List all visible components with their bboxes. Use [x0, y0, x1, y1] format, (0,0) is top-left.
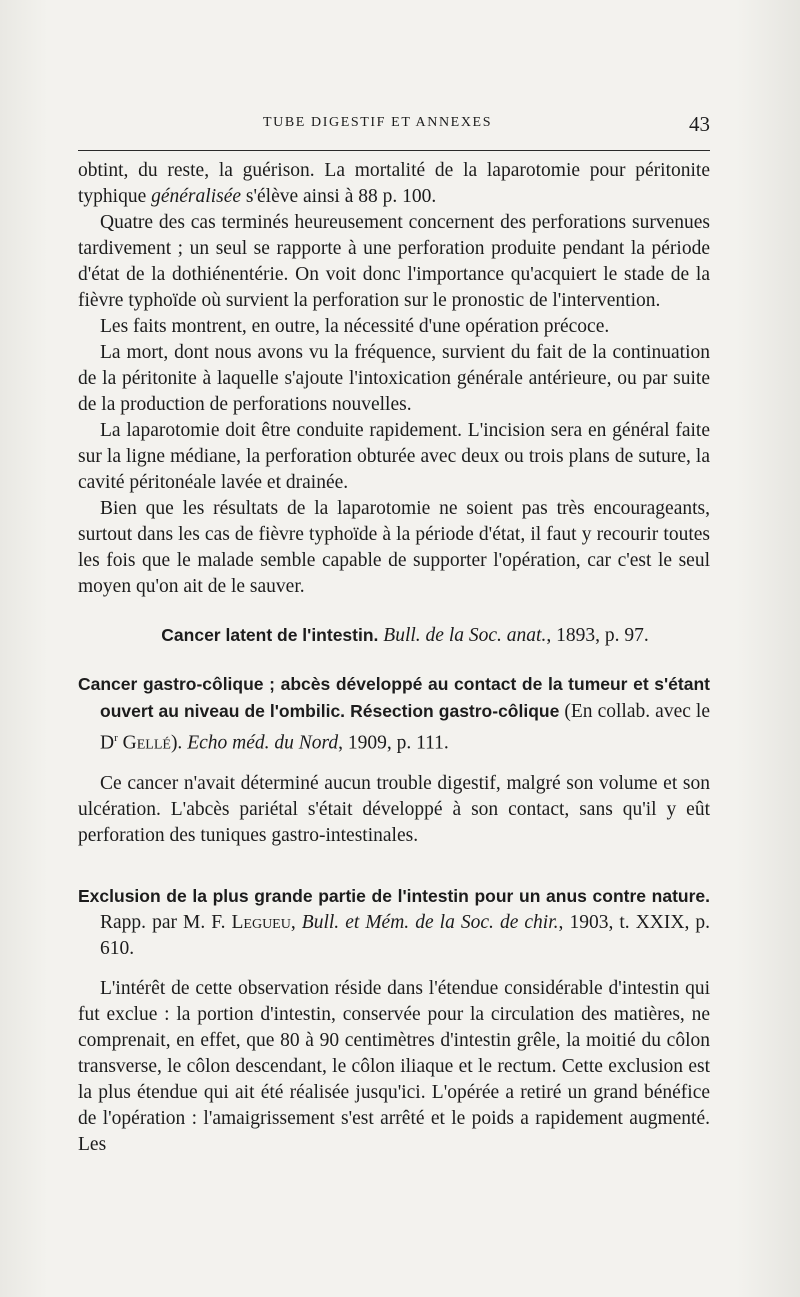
page-header — [78, 112, 710, 142]
entry-cancer-gastro-colique: Cancer gastro-côlique ; abcès développé au contact de la tumeur et s'étant ouvert au niveau de l'ombilic. Résection gastro-côlique (En collab. avec le $D^r$ Gellé). Echo méd. du Nord, 1909, p. 111. — [78, 674, 710, 754]
paragraph-continuation: obtint, du reste, la guérison. La mortalité de la laparotomie pour péritonite typhique généralisée s'élève ainsi à 88 p. 100. — [78, 160, 710, 207]
running-head: TUBE DIGESTIF ET ANNEXES — [263, 115, 493, 130]
paragraph-conclusion: Bien que les résultats de la laparotomie ne soient pas très encourageants, surtout dans les cas de fièvre typhoïde à la période d'état, il faut y recourir toutes les fois que le malade semble capable de supporter l'opération, car c'est le seul moyen qu'on ait de le sauver. — [78, 498, 710, 597]
paragraph-exclusion-description: L'intérêt de cette observation réside dans l'étendue considérable d'intestin qui fut exclue : la portion d'intestin, conservée pour la circulation des matières, ne comprenait, en effet, que 80 à 90 centimètres d'intestin grêle, la moitié du côlon transverse, le côlon descendant, le côlon iliaque et le rectum. Cette exclusion est la plus étendue qui ait été réalisée jusqu'ici. L'opérée a retiré un grand bénéfice de l'opération : l'amaigrissement s'est arrêté et le poids a rapidement augmenté. Les — [78, 977, 710, 1155]
paragraph-cancer-description: Ce cancer n'avait déterminé aucun trouble digestif, malgré son volume et son ulcération. L'abcès pariétal s'était développé à son contact, sans qu'il y eût perforation des tuniques gastro-intestinales. — [78, 772, 710, 846]
header-rule — [78, 150, 710, 151]
page-number: 43 — [689, 112, 710, 136]
body-text — [78, 158, 710, 1158]
entry-cancer-latent: Cancer latent de l'intestin. Bull. de la Soc. anat., 1893, p. 97. — [161, 625, 649, 646]
paragraph-early-operation: Les faits montrent, en outre, la nécessité d'une opération précoce. — [100, 316, 610, 337]
paragraph-mortality: La mort, dont nous avons vu la fréquence, survient du fait de la continuation de la péritonite à laquelle s'ajoute l'intoxication générale antérieure, ou par suite de la production de perforations nouvelles. — [78, 342, 710, 415]
paragraph-laparotomy: La laparotomie doit être conduite rapidement. L'incision sera en général faite sur la ligne médiane, la perforation obturée avec deux ou trois plans de suture, la cavité péritonéale lavée et drainée. — [78, 420, 710, 493]
entry-exclusion-intestin: Exclusion de la plus grande partie de l'intestin pour un anus contre nature. Rapp. par M. F. Legueu, Bull. et Mém. de la Soc. de chir., 1903, t. XXIX, p. 610. — [78, 885, 710, 959]
paragraph-perforations: Quatre des cas terminés heureusement concernent des perforations survenues tardivement ; un seul se rapporte à une perforation produite pendant la période d'état de la dothiénentérie. On voit donc l'importance qu'acquiert le stade de la fièvre typhoïde où survient la perforation sur le pronostic de l'intervention. — [78, 212, 710, 311]
